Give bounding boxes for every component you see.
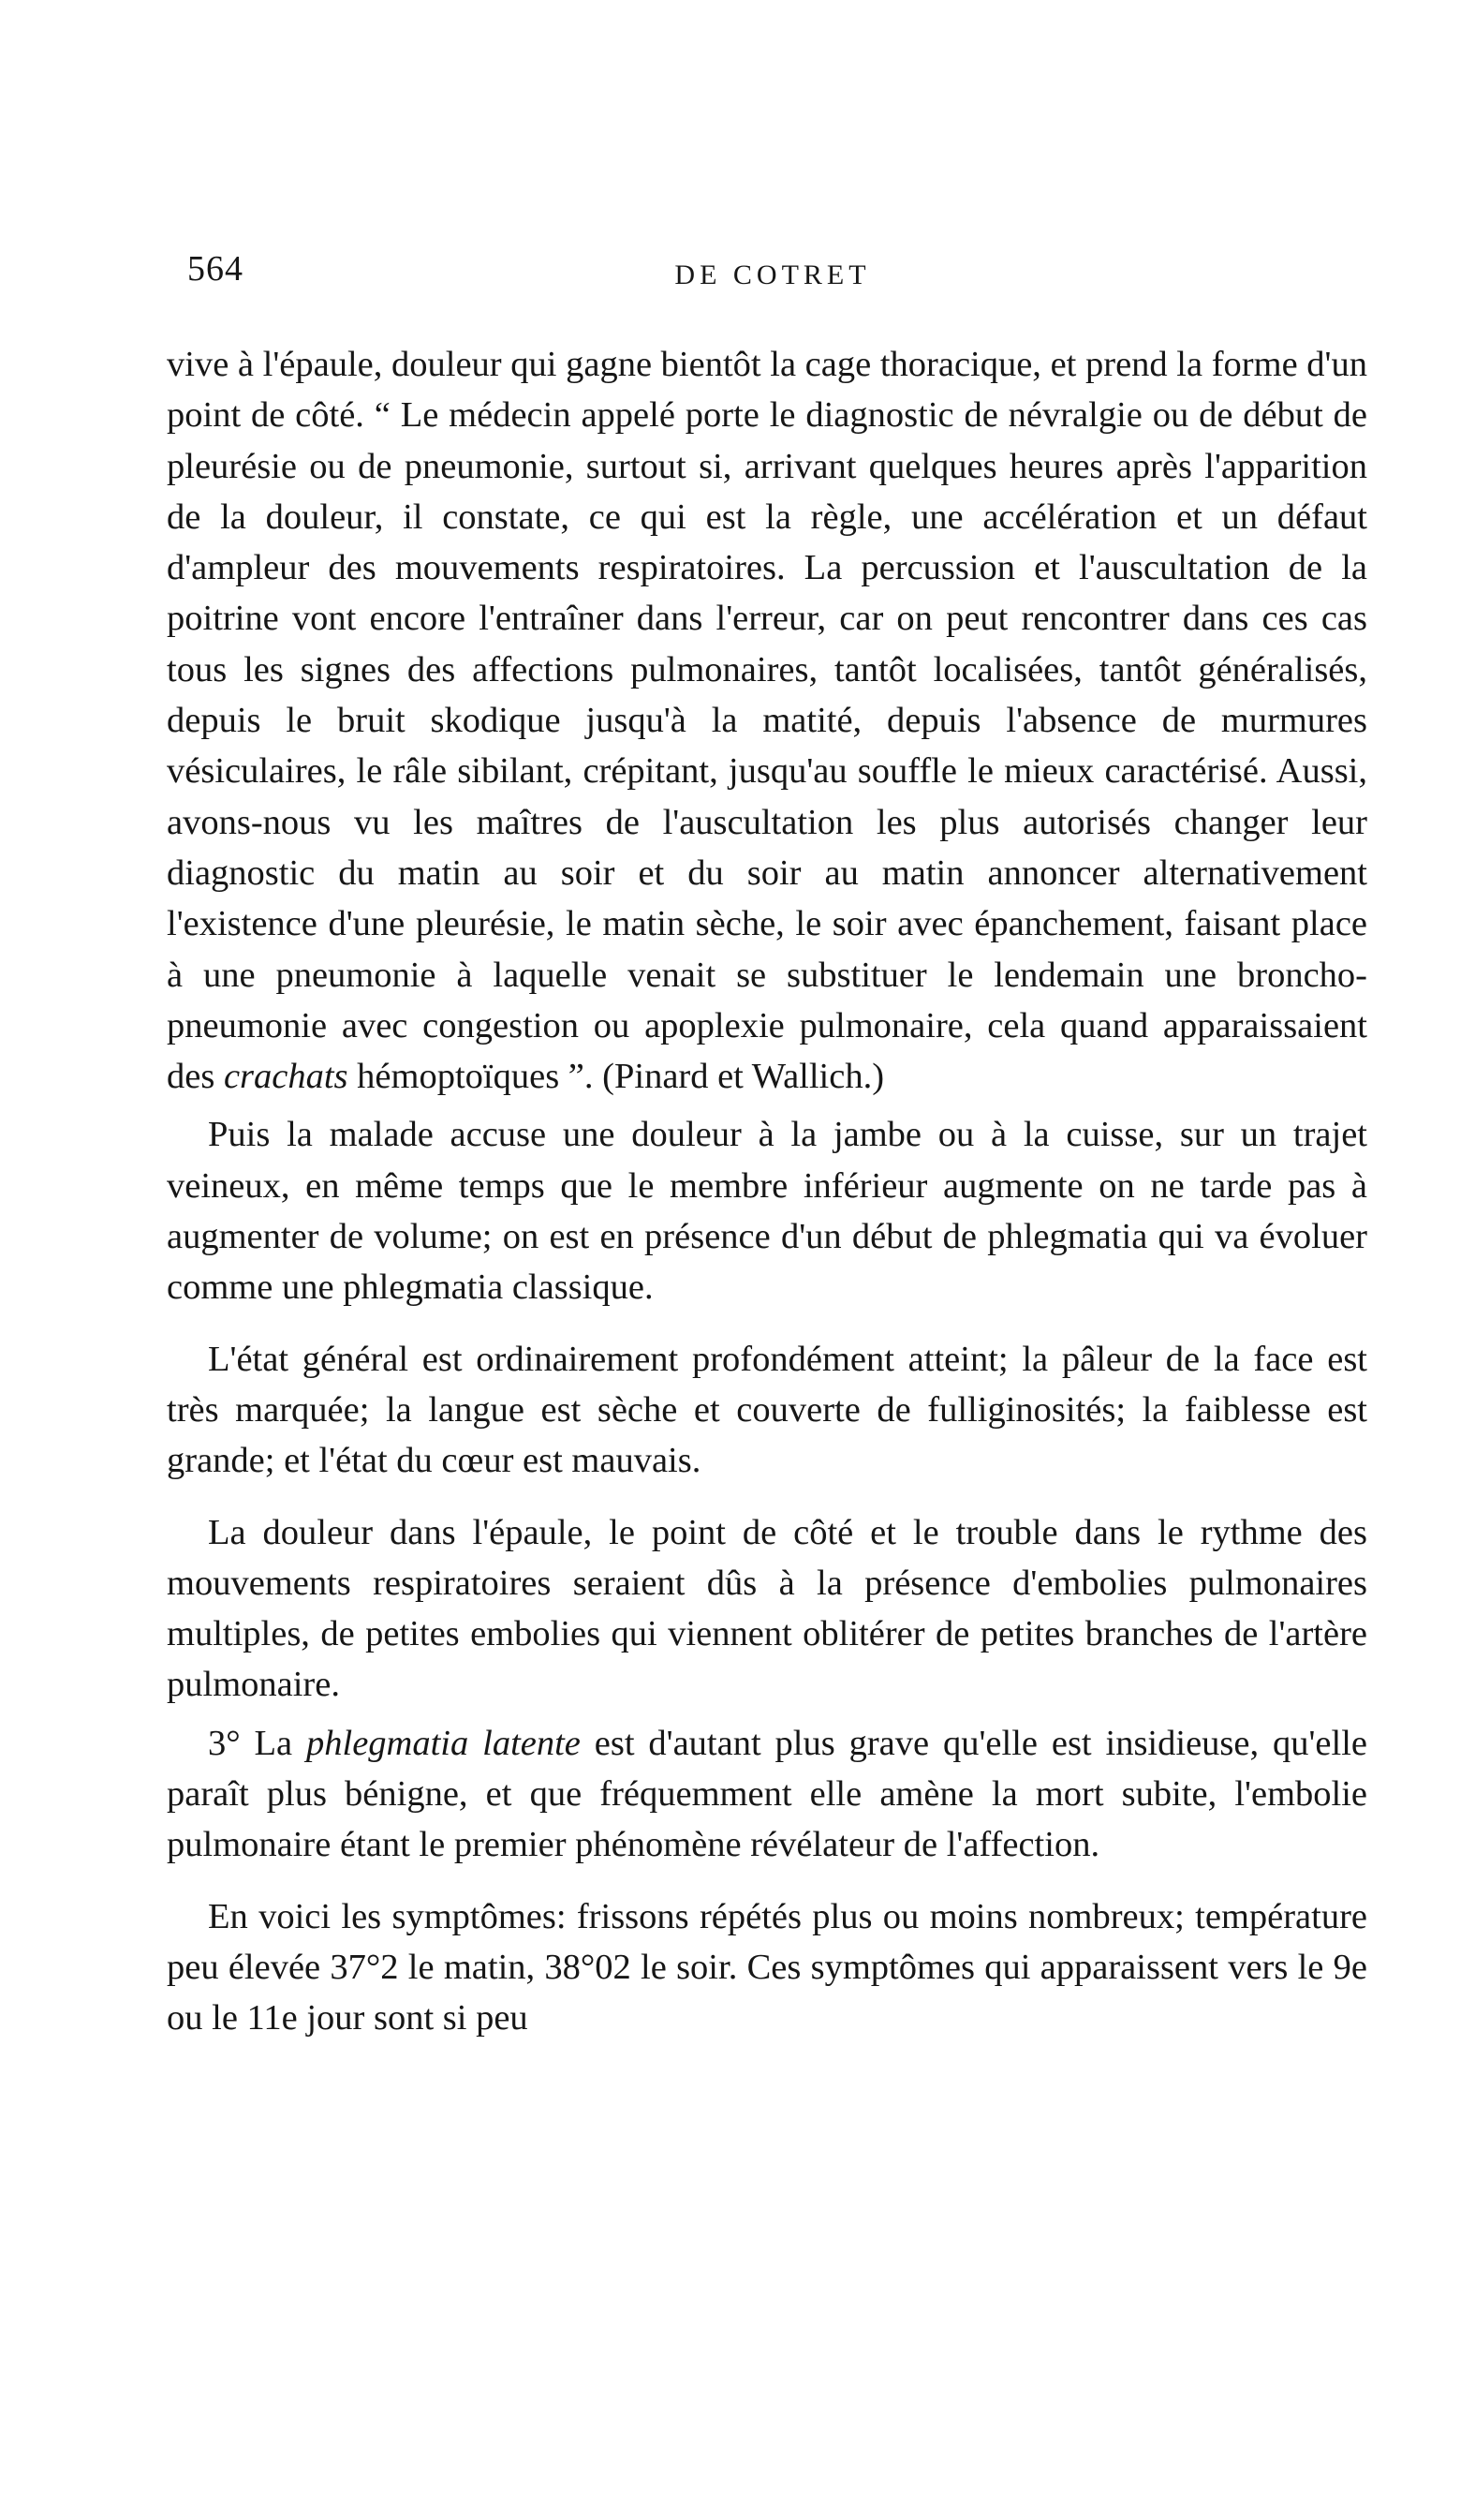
paragraph-leg-pain: Puis la malade accuse une douleur à la jambe ou à la cuisse, sur un trajet veineux, en même temps que le membre inférieur augmente on ne tarde pas à augmenter de volume; on est en présence d'un début de phlegmatia qui va évoluer comme une phlegmatia classique.: [167, 1115, 1367, 1308]
page-number: 564: [187, 249, 243, 289]
paragraph-phlegmatia-latente: [167, 1718, 1367, 1871]
paragraph-embolies: La douleur dans l'épaule, le point de côté et le trouble dans le rythme des mouvements respiratoires seraient dûs à la présence d'embolies pulmonaires multiples, de petites embolies qui viennent oblitérer de petites branches de l'artère pulmonaire.: [167, 1512, 1367, 1705]
paragraph-continued-quote: [167, 339, 1367, 1102]
page-header: [187, 248, 1358, 304]
running-head: DE COTRET: [674, 259, 871, 290]
paragraph-text: vive à l'épaule, douleur qui gagne bientôt la cage thoracique, et prend la forme d'un point de côté. “ Le médecin appelé porte le diagnostic de névralgie ou de début de pleurésie ou de pneumonie, surtout si, arrivant quelques heures après l'apparition de la douleur, il constate, ce qui est la règle, une accélération et un défaut d'ampleur des mouvements respiratoires. La percussion et l'auscultation de la poitrine vont encore l'entraîner dans l'erreur, car on peut rencontrer dans ces cas tous les signes des affections pulmonaires, tantôt localisées, tantôt généralisés, depuis le bruit skodique jusqu'à la matité, depuis l'absence de murmures vésiculaires, le râle sibilant, crépitant, jusqu'au souffle le mieux caractérisé. Aussi, avons-nous vu les maîtres de l'auscultation les plus autorisés changer leur diagnostic du matin au soir et du soir au matin annoncer alternativement l'existence d'une pleurésie, le matin sèche, le soir avec épanchement, faisant place à une pneumonie à laquelle venait se substituer le lendemain une broncho-pneumonie avec congestion ou apoplexie pulmonaire, cela quand apparaissaient des: [167, 345, 1367, 1097]
paragraph-general-state: L'état général est ordinairement profondément atteint; la pâleur de la face est très marquée; la langue est sèche et couverte de fulliginosités; la faiblesse est grande; et l'état du cœur est mauvais.: [167, 1339, 1367, 1481]
italic-term: crachats: [223, 1057, 348, 1097]
italic-term: phlegmatia latente: [306, 1723, 581, 1763]
body-text: [167, 339, 1367, 2044]
paragraph-text: est d'autant plus grave qu'elle est insidieuse, qu'elle paraît plus bénigne, et que fréquemment elle amène la mort subite, l'embolie pulmonaire étant le premier phénomène révélateur de l'affection.: [167, 1723, 1367, 1865]
paragraph-text: hémoptoïques ”. (Pinard et Wallich.): [347, 1057, 885, 1097]
paragraph-symptoms: En voici les symptômes: frissons répétés plus ou moins nombreux; température peu élevée 37°2 le matin, 38°02 le soir. Ces symptômes qui apparaissent vers le 9e ou le 11e jour sont si peu: [167, 1896, 1367, 2038]
paragraph-text: 3° La: [208, 1723, 307, 1763]
